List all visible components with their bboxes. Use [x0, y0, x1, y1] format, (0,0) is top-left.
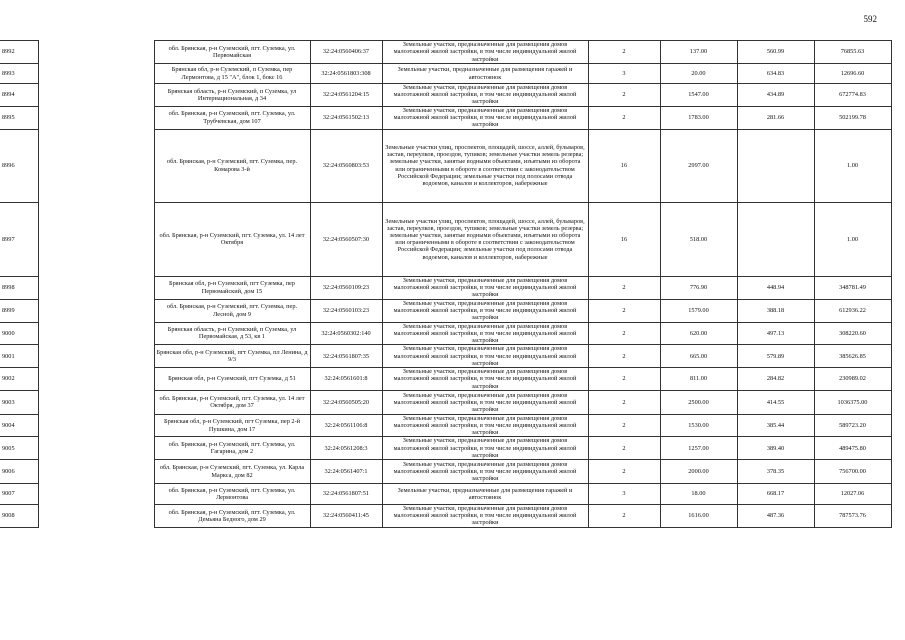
specific-value-cell: 497.13	[737, 322, 814, 345]
address-cell: обл. Брянская, р-н Суземский, пгт. Суземка, ул. 14 лет Октября, дом 37	[154, 390, 310, 414]
row-number: 9007	[0, 484, 38, 505]
cadastral-number-cell: 32:24:0561208:3	[310, 437, 382, 460]
cadastral-number-cell: 32:24:0560803:53	[310, 129, 382, 202]
cadastral-number-cell: 32:24:0560411:45	[310, 505, 382, 528]
row-number: 9001	[0, 345, 38, 368]
row-number: 9000	[0, 322, 38, 345]
cadastral-number-cell: 32:24:0560103:23	[310, 299, 382, 322]
table-row	[0, 390, 891, 414]
group-cell: 16	[588, 202, 660, 276]
row-number: 8999	[0, 299, 38, 322]
specific-value-cell: 434.89	[737, 84, 814, 107]
land-use-cell: Земельные участки, предназначенные для размещения домов малоэтажной жилой застройки, в том числе индивидуальной жилой застройки	[382, 437, 588, 460]
cadastral-number-cell: 32:24:0560109:23	[310, 276, 382, 299]
specific-value-cell: 385.44	[737, 414, 814, 437]
address-cell: обл. Брянская, р-н Суземский, пгт. Суземка, пер. Лесной, дом 9	[154, 299, 310, 322]
cadastral-value-cell: 756700.00	[814, 460, 891, 484]
land-use-cell: Земельные участки, предназначенные для размещения домов малоэтажной жилой застройки, в том числе индивидуальной жилой застройки	[382, 106, 588, 129]
cadastral-value-cell: 308220.60	[814, 322, 891, 345]
land-use-cell: Земельные участки, предназначенные для размещения домов малоэтажной жилой застройки, в том числе индивидуальной жилой застройки	[382, 84, 588, 107]
cadastral-value-cell: 489475.80	[814, 437, 891, 460]
row-number: 8998	[0, 276, 38, 299]
address-cell: обл. Брянская, р-н Суземский, пгт. Суземка, ул. Карла Маркса, дом 82	[154, 460, 310, 484]
address-cell: обл. Брянская, р-н Суземский, пгт. Суземка, ул. Гагарина, дом 2	[154, 437, 310, 460]
spacer-cell	[38, 106, 154, 129]
cadastral-number-cell: 32:24:0561502:13	[310, 106, 382, 129]
row-number: 9008	[0, 505, 38, 528]
address-cell: обл. Брянская, р-н Суземский, пгт. Суземка, ул. 14 лет Октября	[154, 202, 310, 276]
area-cell: 18.00	[660, 484, 737, 505]
row-number: 9006	[0, 460, 38, 484]
table-row	[0, 460, 891, 484]
specific-value-cell: 414.55	[737, 390, 814, 414]
cadastral-value-cell: 12696.60	[814, 64, 891, 84]
area-cell: 2997.00	[660, 129, 737, 202]
group-cell: 2	[588, 437, 660, 460]
spacer-cell	[38, 276, 154, 299]
spacer-cell	[38, 368, 154, 391]
area-cell: 776.90	[660, 276, 737, 299]
cadastral-value-table	[0, 40, 892, 528]
group-cell: 3	[588, 64, 660, 84]
specific-value-cell: 560.99	[737, 41, 814, 64]
specific-value-cell: 284.82	[737, 368, 814, 391]
spacer-cell	[38, 322, 154, 345]
area-cell: 20.00	[660, 64, 737, 84]
cadastral-value-cell: 612936.22	[814, 299, 891, 322]
area-cell: 1530.00	[660, 414, 737, 437]
address-cell: Брянская обл, р-н Суземский, пгт Суземка, пер Первомайский, дом 15	[154, 276, 310, 299]
table-row	[0, 202, 891, 276]
group-cell: 3	[588, 484, 660, 505]
cadastral-value-cell: 502199.78	[814, 106, 891, 129]
cadastral-value-cell: 385626.85	[814, 345, 891, 368]
table-row	[0, 484, 891, 505]
specific-value-cell: 448.94	[737, 276, 814, 299]
row-number: 8994	[0, 84, 38, 107]
cadastral-number-cell: 32:24:0561407:1	[310, 460, 382, 484]
specific-value-cell: 388.18	[737, 299, 814, 322]
spacer-cell	[38, 505, 154, 528]
land-use-cell: Земельные участки, предназначенные для размещения домов малоэтажной жилой застройки, в том числе индивидуальной жилой застройки	[382, 276, 588, 299]
area-cell: 620.00	[660, 322, 737, 345]
page-number: 592	[863, 14, 877, 24]
address-cell: Брянская обл, р-н Суземский, пгт Суземка, пер 2-й Пушкина, дом 17	[154, 414, 310, 437]
specific-value-cell: 389.40	[737, 437, 814, 460]
row-number: 8997	[0, 202, 38, 276]
group-cell: 2	[588, 322, 660, 345]
spacer-cell	[38, 129, 154, 202]
land-use-cell: Земельные участки улиц, проспектов, площадей, шоссе, аллей, бульваров, застав, переулков, проездов, тупиков; земельные участки земель резерва; земельные участки, занятые водными объектами, изъятыми из оборота или ограниченными в обороте в соответствии с законодательством Российской Федерации; земельные участки под полосами отвода водоемов, каналов и коллекторов, набережные	[382, 129, 588, 202]
address-cell: Брянская обл, р-н Суземский, пгт Суземка, пл Ленина, д 9/3	[154, 345, 310, 368]
area-cell: 1547.00	[660, 84, 737, 107]
group-cell: 2	[588, 505, 660, 528]
land-use-cell: Земельные участки улиц, проспектов, площадей, шоссе, аллей, бульваров, застав, переулков, проездов, тупиков; земельные участки земель резерва; земельные участки, занятые водными объектами, изъятыми из оборота или ограниченными в обороте в соответствии с законодательством Российской Федерации; земельные участки под полосами отвода водоемов, каналов и коллекторов, набережные	[382, 202, 588, 276]
spacer-cell	[38, 41, 154, 64]
table-row	[0, 368, 891, 391]
land-use-cell: Земельные участки, предназначенные для размещения домов малоэтажной жилой застройки, в том числе индивидуальной жилой застройки	[382, 345, 588, 368]
address-cell: обл. Брянская, р-н Суземский, пгт. Суземка, ул. Демьяна Бедного, дом 29	[154, 505, 310, 528]
cadastral-value-cell: 787573.76	[814, 505, 891, 528]
area-cell: 518.00	[660, 202, 737, 276]
cadastral-value-cell: 230989.02	[814, 368, 891, 391]
spacer-cell	[38, 345, 154, 368]
address-cell: Брянская область, р-н Суземский, п Суземка, ул Интернациональная, д 34	[154, 84, 310, 107]
group-cell: 2	[588, 299, 660, 322]
address-cell: Брянская область, р-н Суземский, п Суземка, ул Первомайская, д 53, кв 1	[154, 322, 310, 345]
cadastral-number-cell: 32:24:0561601:8	[310, 368, 382, 391]
area-cell: 137.00	[660, 41, 737, 64]
table-row	[0, 299, 891, 322]
land-use-cell: Земельные участки, предназначенные для размещения домов малоэтажной жилой застройки, в том числе индивидуальной жилой застройки	[382, 414, 588, 437]
cadastral-number-cell: 32:24:0561803:308	[310, 64, 382, 84]
cadastral-number-cell: 32:24:0560406:37	[310, 41, 382, 64]
cadastral-number-cell: 32:24:0561807:35	[310, 345, 382, 368]
specific-value-cell: 378.35	[737, 460, 814, 484]
land-use-cell: Земельные участки, предназначенные для размещения домов малоэтажной жилой застройки, в том числе индивидуальной жилой застройки	[382, 505, 588, 528]
row-number: 9003	[0, 390, 38, 414]
cadastral-number-cell: 32:24:0561106:8	[310, 414, 382, 437]
cadastral-value-cell: 672774.83	[814, 84, 891, 107]
table-row	[0, 84, 891, 107]
address-cell: обл. Брянская, р-н Суземский, пгт. Суземка, ул. Лермонтова	[154, 484, 310, 505]
cadastral-value-cell: 76855.63	[814, 41, 891, 64]
area-cell: 1579.00	[660, 299, 737, 322]
address-cell: Брянская обл, р-н Суземский, пгт Суземка, д 51	[154, 368, 310, 391]
table-row	[0, 437, 891, 460]
group-cell: 2	[588, 460, 660, 484]
area-cell: 811.00	[660, 368, 737, 391]
land-use-cell: Земельные участки, предназначенные для размещения гаражей и автостоянок	[382, 484, 588, 505]
address-cell: Брянская обл, р-н Суземский, п Суземка, пер Лермонтова, д 15 "А", блок 1, бокс 16	[154, 64, 310, 84]
group-cell: 2	[588, 414, 660, 437]
group-cell: 2	[588, 41, 660, 64]
cadastral-value-cell: 1036375.00	[814, 390, 891, 414]
cadastral-value-cell: 589723.20	[814, 414, 891, 437]
row-number: 8995	[0, 106, 38, 129]
table-row	[0, 41, 891, 64]
group-cell: 2	[588, 106, 660, 129]
specific-value-cell	[737, 202, 814, 276]
cadastral-number-cell: 32:24:0560507:30	[310, 202, 382, 276]
spacer-cell	[38, 64, 154, 84]
specific-value-cell	[737, 129, 814, 202]
address-cell: обл. Брянская, р-н Суземский, пгт. Суземка, пер. Комарова 3-й	[154, 129, 310, 202]
land-use-cell: Земельные участки, предназначенные для размещения гаражей и автостоянок	[382, 64, 588, 84]
specific-value-cell: 579.89	[737, 345, 814, 368]
group-cell: 2	[588, 345, 660, 368]
area-cell: 1257.00	[660, 437, 737, 460]
group-cell: 2	[588, 368, 660, 391]
table-row	[0, 106, 891, 129]
area-cell: 1616.00	[660, 505, 737, 528]
cadastral-value-cell: 12027.06	[814, 484, 891, 505]
spacer-cell	[38, 484, 154, 505]
address-cell: обл. Брянская, р-н Суземский, пгт. Суземка, ул. Первомайская	[154, 41, 310, 64]
row-number: 9002	[0, 368, 38, 391]
cadastral-number-cell: 32:24:0561204:15	[310, 84, 382, 107]
spacer-cell	[38, 84, 154, 107]
area-cell: 2000.00	[660, 460, 737, 484]
row-number: 9004	[0, 414, 38, 437]
cadastral-number-cell: 32:24:0561807:51	[310, 484, 382, 505]
spacer-cell	[38, 437, 154, 460]
group-cell: 2	[588, 84, 660, 107]
area-cell: 1783.00	[660, 106, 737, 129]
row-number: 8996	[0, 129, 38, 202]
row-number: 8993	[0, 64, 38, 84]
specific-value-cell: 281.66	[737, 106, 814, 129]
specific-value-cell: 634.83	[737, 64, 814, 84]
table-row	[0, 345, 891, 368]
table-row	[0, 276, 891, 299]
group-cell: 2	[588, 390, 660, 414]
table-row	[0, 322, 891, 345]
row-number: 8992	[0, 41, 38, 64]
area-cell: 665.00	[660, 345, 737, 368]
spacer-cell	[38, 414, 154, 437]
land-use-cell: Земельные участки, предназначенные для размещения домов малоэтажной жилой застройки, в том числе индивидуальной жилой застройки	[382, 299, 588, 322]
address-cell: обл. Брянская, р-н Суземский, пгт. Суземка, ул. Трубчевская, дом 107	[154, 106, 310, 129]
group-cell: 2	[588, 276, 660, 299]
cadastral-number-cell: 32:24:0560302:140	[310, 322, 382, 345]
cadastral-value-cell: 1.00	[814, 129, 891, 202]
land-use-cell: Земельные участки, предназначенные для размещения домов малоэтажной жилой застройки, в том числе индивидуальной жилой застройки	[382, 322, 588, 345]
table-row	[0, 505, 891, 528]
land-use-cell: Земельные участки, предназначенные для размещения домов малоэтажной жилой застройки, в том числе индивидуальной жилой застройки	[382, 41, 588, 64]
spacer-cell	[38, 299, 154, 322]
spacer-cell	[38, 460, 154, 484]
cadastral-value-cell: 348781.49	[814, 276, 891, 299]
row-number: 9005	[0, 437, 38, 460]
spacer-cell	[38, 390, 154, 414]
land-use-cell: Земельные участки, предназначенные для размещения домов малоэтажной жилой застройки, в том числе индивидуальной жилой застройки	[382, 390, 588, 414]
table-row	[0, 414, 891, 437]
cadastral-value-cell: 1.00	[814, 202, 891, 276]
specific-value-cell: 487.36	[737, 505, 814, 528]
table-row	[0, 129, 891, 202]
cadastral-number-cell: 32:24:0560505:20	[310, 390, 382, 414]
area-cell: 2500.00	[660, 390, 737, 414]
table-row	[0, 64, 891, 84]
land-use-cell: Земельные участки, предназначенные для размещения домов малоэтажной жилой застройки, в том числе индивидуальной жилой застройки	[382, 460, 588, 484]
group-cell: 16	[588, 129, 660, 202]
specific-value-cell: 668.17	[737, 484, 814, 505]
land-use-cell: Земельные участки, предназначенные для размещения домов малоэтажной жилой застройки, в том числе индивидуальной жилой застройки	[382, 368, 588, 391]
spacer-cell	[38, 202, 154, 276]
